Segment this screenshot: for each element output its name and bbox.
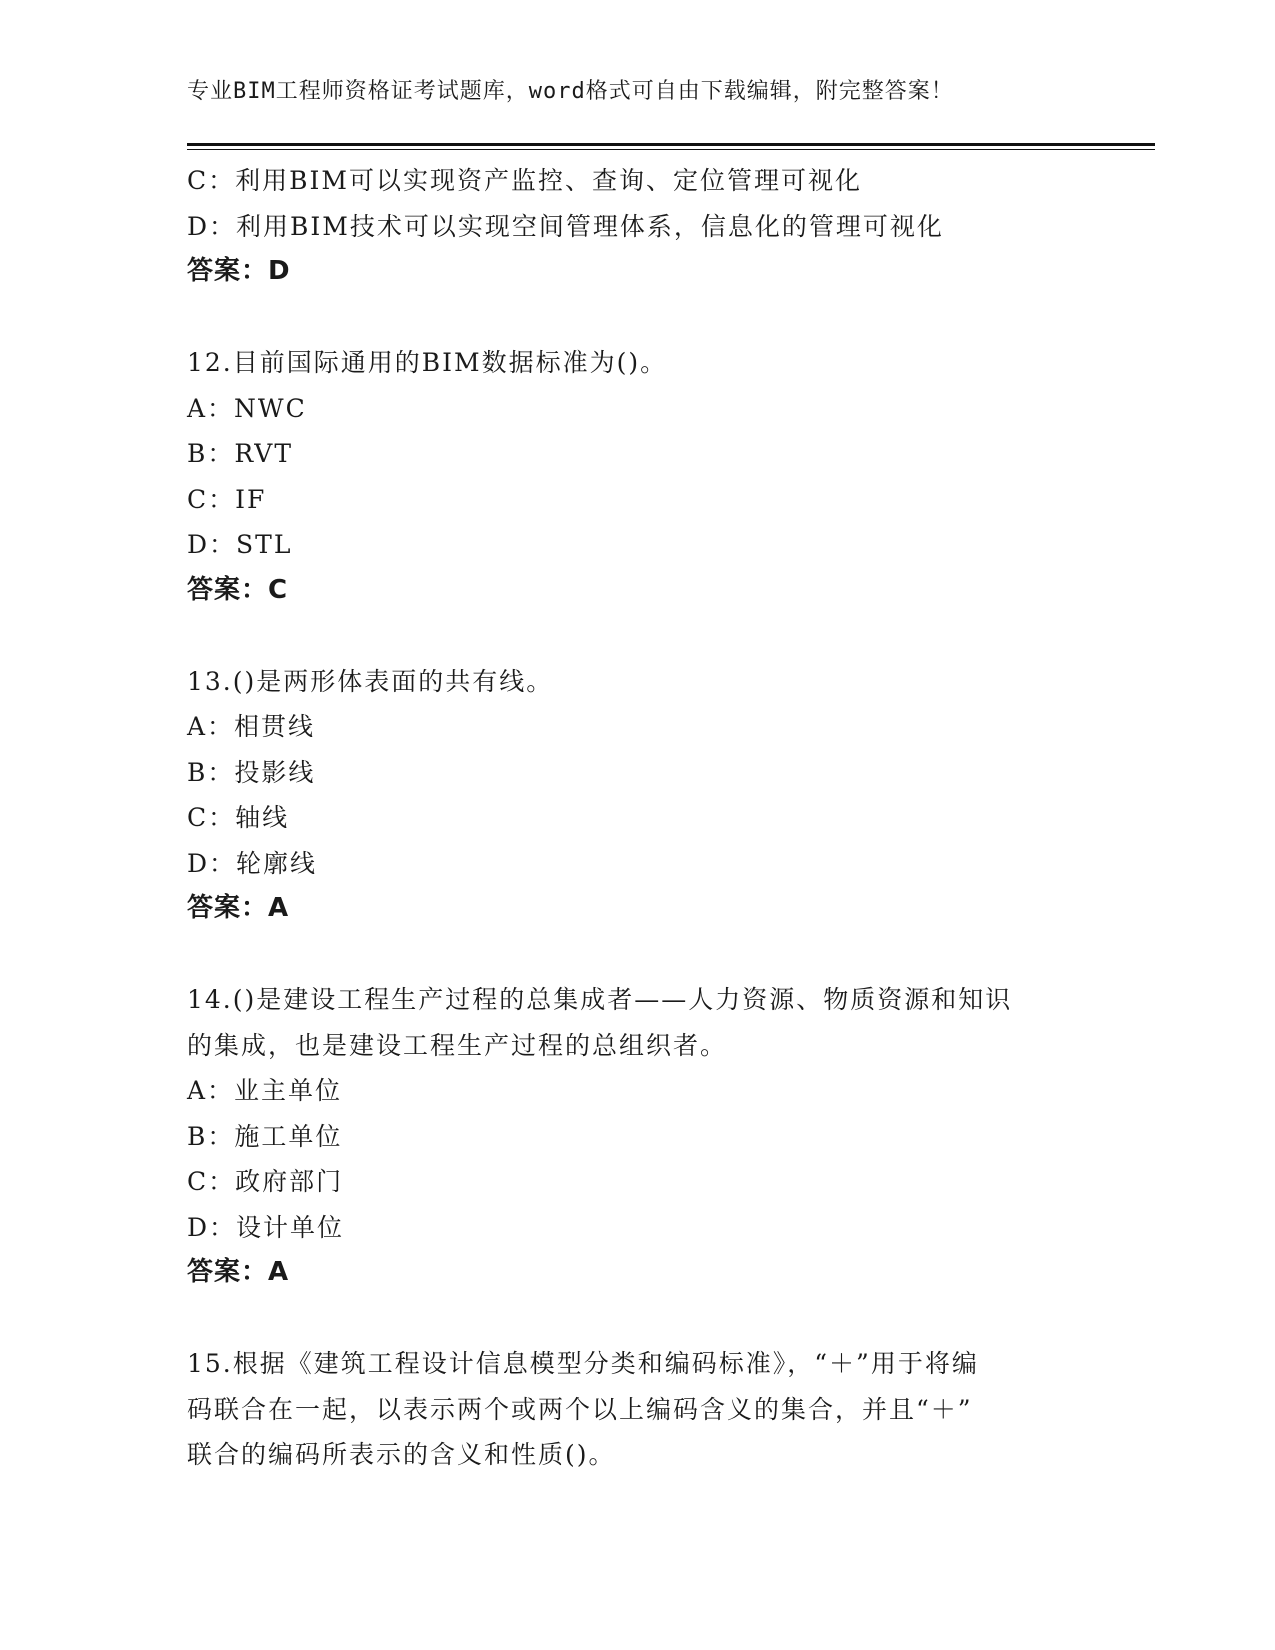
option-d: D：利用BIM技术可以实现空间管理体系，信息化的管理可视化	[187, 211, 944, 241]
answer: 答案：A	[187, 1257, 290, 1287]
option-d: D：设计单位	[187, 1212, 345, 1242]
question-stem: 12.目前国际通用的BIM数据标准为()。	[187, 348, 668, 377]
option-a: A：NWC	[187, 393, 307, 423]
option-b: B：投影线	[187, 757, 316, 787]
question-15	[187, 1341, 1087, 1478]
option-c: C：IF	[187, 484, 267, 514]
option-d: D：轮廓线	[187, 848, 318, 878]
question-14	[187, 977, 1087, 1296]
document-body	[187, 158, 1087, 1478]
answer: 答案：A	[187, 893, 290, 923]
question-stem-line-2: 的集成，也是建设工程生产过程的总组织者。	[187, 1030, 728, 1060]
page-header: 专业BIM工程师资格证考试题库，word格式可自由下载编辑，附完整答案！	[187, 79, 954, 104]
spacer	[187, 613, 1087, 659]
question-13	[187, 659, 1087, 932]
spacer	[187, 295, 1087, 341]
header-rule-thick	[187, 143, 1155, 146]
question-stem: 13.()是两形体表面的共有线。	[187, 666, 554, 696]
question-stem-line-1: 15.根据《建筑工程设计信息模型分类和编码标准》，“＋”用于将编	[187, 1349, 979, 1378]
option-b: B：RVT	[187, 439, 294, 468]
question-stem-line-2: 码联合在一起，以表示两个或两个以上编码含义的集合，并且“＋”	[187, 1394, 973, 1424]
question-stem-line-3: 联合的编码所表示的含义和性质()。	[187, 1440, 616, 1469]
answer: 答案：C	[187, 574, 289, 605]
option-a: A：业主单位	[187, 1076, 343, 1105]
option-b: B：施工单位	[187, 1121, 343, 1151]
option-c: C：轴线	[187, 803, 290, 832]
question-11-continued	[187, 158, 1087, 295]
question-12	[187, 340, 1087, 613]
option-c: C：政府部门	[187, 1167, 344, 1196]
question-stem-line-1: 14.()是建设工程生产过程的总集成者——人力资源、物质资源和知识	[187, 985, 1013, 1014]
option-a: A：相贯线	[187, 712, 316, 741]
spacer	[187, 1296, 1087, 1342]
option-c: C：利用BIM可以实现资产监控、查询、定位管理可视化	[187, 166, 862, 195]
header-rule-thin	[187, 149, 1155, 150]
spacer	[187, 932, 1087, 978]
answer: 答案：D	[187, 256, 291, 286]
option-d: D：STL	[187, 530, 293, 559]
